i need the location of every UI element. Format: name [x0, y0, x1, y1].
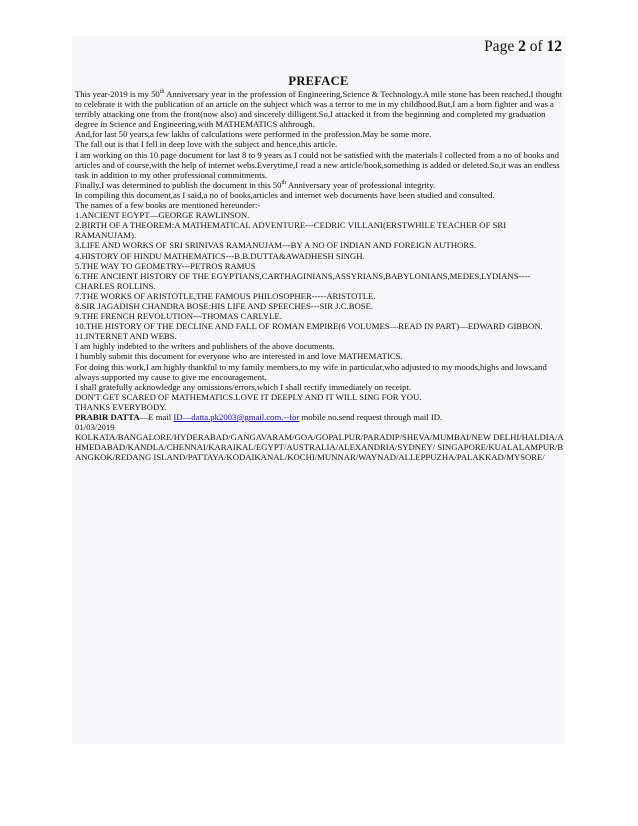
signature-date: 01/03/2019 — [75, 422, 115, 433]
book-item: 1.ANCIENT EGYPT—GEORGE RAWLINSON. — [75, 210, 250, 221]
email-suffix: mobile no.send request through mail ID. — [299, 412, 443, 422]
book-item: 2.BIRTH OF A THEOREM:A MATHEMATICAL ADVENTURE---CEDRIC VILLANI(ERSTWHILE TEACHER OF SRI RAMANUJAM). — [75, 220, 507, 241]
email-prefix: —E mail — [139, 412, 174, 422]
closing-paragraph-1: I am highly indebted to the writers and publishers of the above documents. — [75, 341, 335, 352]
book-item: 7.THE WORKS OF ARISTOTLE,THE FAMOUS PHILOSOPHER-----ARISTOTLE. — [75, 290, 376, 301]
intro-paragraph-1: This year-2019 is my 50th Anniversary year in the profession of Engineering,Science & Technology.A mile stone has been reached.I thought to celebrate it with the publication of an article on the subject which was a terror to me in my childhood.But,I am a born fighter and was a terribly attacking one from the front(now also) and sincerely dilligent.So,I attacked it from the beginning and completed my graduation degree in Science and Engineering,with MATHEMATICS althrough. — [75, 89, 563, 130]
page-word: Page — [484, 38, 515, 55]
places-list: KOLKATA/BANGALORE/HYDERABAD/GANGAVARAM/GOA/GOPALPUR/PARADIP/SHEVA/MUMBAI/NEW DELHI/HALDIA/AHMEDABAD/KANDLA/CHENNAI/KARAIKAL/EGYPT/AUSTRALIA/ALEXANDRIA/SYDNEY/ SINGAPORE/KUALALAMPUR/BANGKOK/REDANG ISLAND/PATTAYA/KODAIKANAL/KOCHI/MUNNAR/WAYNAD/ALLEPPUZHA/PALAKKAD/MYSORE/ — [75, 432, 564, 463]
book-item: 9.THE FRENCH REVOLUTION---THOMAS CARLYLE. — [75, 311, 282, 322]
book-item: 11.INTERNET AND WEBS. — [75, 331, 177, 342]
book-item: 10.THE HISTORY OF THE DECLINE AND FALL OF ROMAN EMPIRE(6 VOLUMES—READ IN PART)—EDWARD GIBBON. — [75, 321, 543, 332]
book-item: 3.LIFE AND WORKS OF SRI SRINIVAS RAMANUJAM---BY A NO OF INDIAN AND FOREIGN AUTHORS. — [75, 240, 477, 251]
book-item: 6.THE ANCIENT HISTORY OF THE EGYPTIANS,CARTHAGINIANS,ASSYRIANS,BABYLONIANS,MEDES,LYDIANS----CHARLES ROLLINS. — [75, 270, 531, 291]
intro-paragraph-6: In compiling this document,as I said,a no of books,articles and internet web documents have been studied and consulted. — [75, 189, 495, 200]
intro-paragraph-3: The fall out is that I fell in deep love with the subject and hence,this article. — [75, 139, 338, 150]
intro-paragraph-2: And,for last 50 years,a few lakhs of calculations were performed in the profession.May be some more. — [75, 129, 432, 140]
email-link[interactable]: ID—datta.pk2003@gmail.com.--for — [173, 412, 300, 422]
closing-paragraph-3: For doing this work,I am highly thankful to my family members,to my wife in particular,who adjusted to my moods,highs and lows,and always supported my cause to give me encouragement. — [75, 361, 547, 382]
intro-paragraph-7: The names of a few books are mentioned hereunder:- — [75, 200, 261, 211]
closing-paragraph-4: I shall gratefully acknowledge any omissions/errors,which I shall rectify immediately on receipt. — [75, 381, 412, 392]
page-current: 2 — [518, 38, 526, 55]
page-total: 12 — [546, 38, 562, 55]
document-page — [72, 36, 565, 744]
signature-line — [75, 412, 565, 422]
book-item: 4.HISTORY OF HINDU MATHEMATICS---B.B.DUTTA&AWADHESH SINGH. — [75, 250, 365, 261]
intro-paragraph-5: Finally,I was determined to publish the document in this 50th Anniversary year of professional integrity. — [75, 179, 436, 190]
book-item: 5.THE WAY TO GEOMETRY---PETROS RAMUS — [75, 260, 256, 271]
page-title: PREFACE — [288, 74, 349, 88]
intro-paragraph-4: I am working on this 10 page document for last 8 to 9 years as I could not be satisfied with the materials I collected from a no of books and articles and of course,with the help of internet webs.Everytime,I read a new article/book,something is added or deleted.So,it was an endless task in addition to my other professional commitments. — [75, 149, 560, 180]
closing-paragraph-5: DON'T GET SCARED OF MATHEMATICS.LOVE IT DEEPLY AND IT WILL SING FOR YOU. — [75, 391, 422, 402]
author-name: PRABIR DATTA — [75, 412, 140, 422]
page-of: of — [529, 38, 543, 55]
closing-paragraph-6: THANKS EVERYBODY. — [75, 401, 167, 412]
page-number — [484, 38, 562, 56]
document-body — [75, 89, 565, 462]
book-item: 8.SIR JAGADISH CHANDRA BOSE:HIS LIFE AND SPEECHES---SIR J.C.BOSE. — [75, 300, 374, 311]
closing-paragraph-2: I humbly submit this document for everyone who are interested in and love MATHEMATICS. — [75, 351, 403, 362]
